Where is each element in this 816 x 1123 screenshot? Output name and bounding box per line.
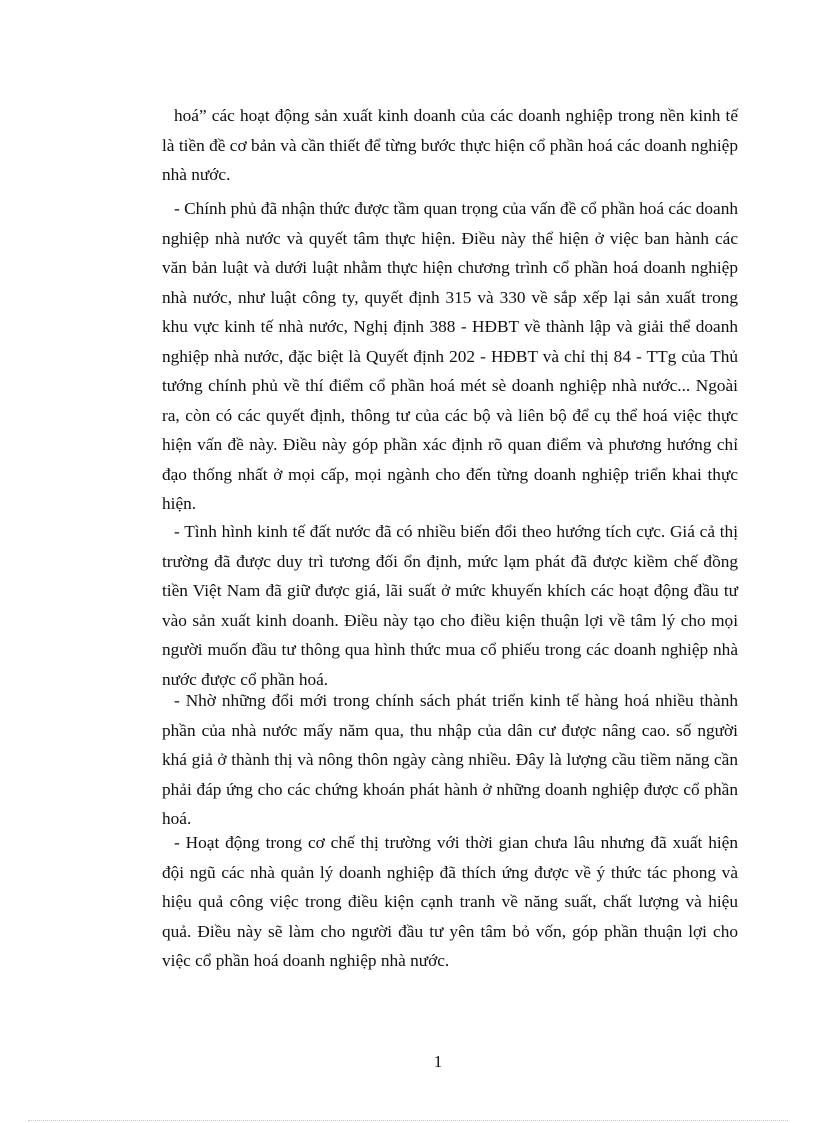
page-number: 1 [433,1052,443,1071]
paragraph-economic-situation: - Tình hình kinh tế đất nước đã có nhiều biến đổi theo hướng tích cực. Giá cả thị trường đã được duy trì tương đối ổn định, mức lạm phát đã được kiềm chế đồng tiền Việt Nam đã giữ được giá, lãi suất ở mức khuyến khích các hoạt động đầu tư vào sản xuất kinh doanh. Điều này tạo cho điều kiện thuận lợi về tâm lý cho mọi người muốn đầu tư thông qua hình thức mua cổ phiếu trong các doanh nghiệp nhà nước được cổ phần hoá. [162,522,738,689]
paragraph-continuation: hoá” các hoạt động sản xuất kinh doanh của các doanh nghiệp trong nền kinh tế là tiền đề cơ bản và cần thiết để từng bước thực hiện cổ phần hoá các doanh nghiệp nhà nước. [162,106,738,184]
paragraph-government-awareness: - Chính phủ đã nhận thức được tầm quan trọng của vấn đề cổ phần hoá các doanh nghiệp nhà nước và quyết tâm thực hiện. Điều này thể hiện ở việc ban hành các văn bản luật và dưới luật nhằm thực hiện chương trình cổ phần hoá doanh nghiệp nhà nước, như luật công ty, quyết định 315 và 330 về sắp xếp lại sản xuất trong khu vực kinh tế nhà nước, Nghị định 388 - HĐBT về thành lập và giải thể doanh nghiệp nhà nước, đặc biệt là Quyết định 202 - HĐBT và chỉ thị 84 - TTg của Thủ tướng chính phủ về thí điểm cổ phần hoá mét sè doanh nghiệp nhà nước... Ngoài ra, còn có các quyết định, thông tư của các bộ và liên bộ để cụ thể hoá việc thực hiện vấn đề này. Điều này góp phần xác định rõ quan điểm và phương hướng chỉ đạo thống nhất ở mọi cấp, mọi ngành cho đến từng doanh nghiệp triển khai thực hiện. [162,199,738,513]
footer-divider [28,1120,788,1121]
paragraph-income-growth: - Nhờ những đổi mới trong chính sách phát triển kinh tế hàng hoá nhiều thành phần của nhà nước mấy năm qua, thu nhập của dân cư được nâng cao. số người khá giả ở thành thị và nông thôn ngày càng nhiều. Đây là lượng cầu tiềm năng cần phải đáp ứng cho các chứng khoán phát hành ở những doanh nghiệp được cổ phần hoá. [162,691,738,828]
paragraph-management-team: - Hoạt động trong cơ chế thị trường với thời gian chưa lâu nhưng đã xuất hiện đội ngũ các nhà quản lý doanh nghiệp đã thích ứng được về ý thức tác phong và hiệu quả công việc trong điều kiện cạnh tranh về năng suất, chất lượng và hiệu quả. Điều này sẽ làm cho người đầu tư yên tâm bỏ vốn, góp phần thuận lợi cho việc cổ phần hoá doanh nghiệp nhà nước. [162,833,738,970]
